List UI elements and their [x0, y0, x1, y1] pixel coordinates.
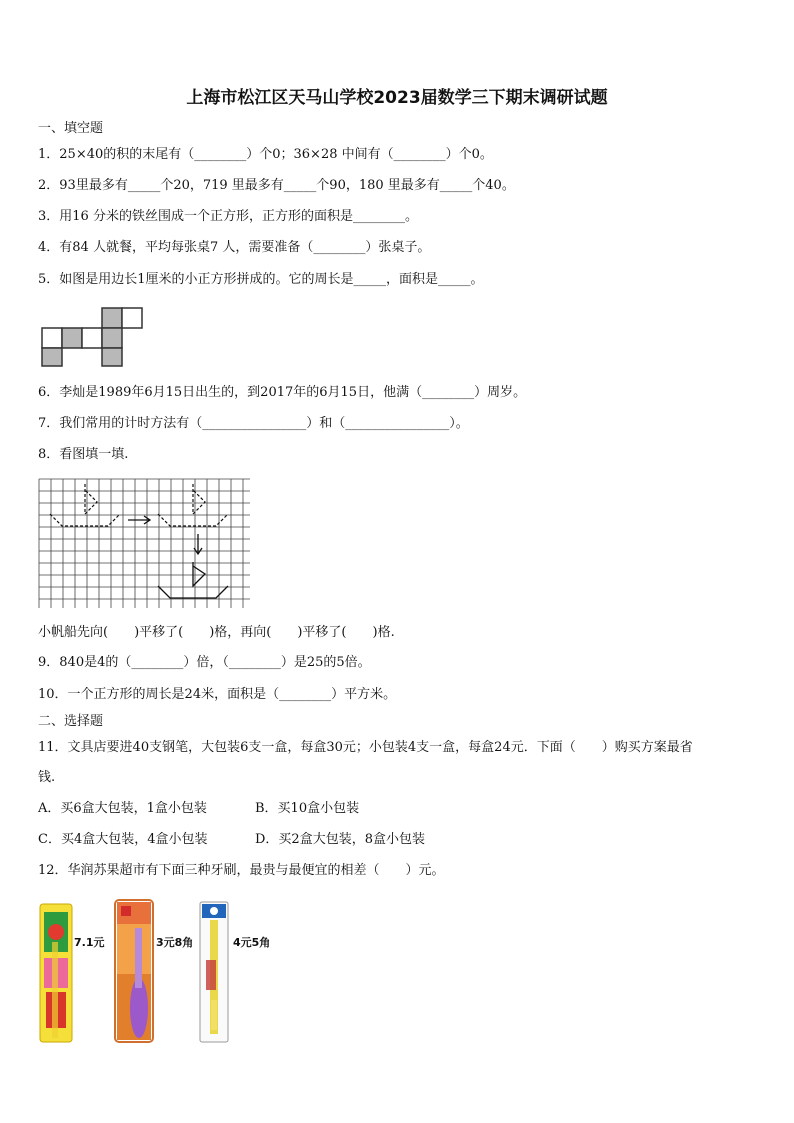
sailboat-original-hull	[50, 514, 120, 526]
question-10: 10．一个正方形的周长是24米，面积是（________）平方米。	[38, 687, 397, 702]
section-heading-choice: 二、选择题	[38, 714, 104, 729]
figure-square	[42, 328, 62, 348]
figure-square	[62, 328, 82, 348]
price-label-3: 4元5角	[233, 936, 271, 949]
option-b: B．买10盒小包装	[255, 801, 360, 816]
question-11-continued: 钱.	[38, 770, 56, 785]
question-4: 4．有84 人就餐，平均每张桌7 人，需要准备（________）张桌子。	[38, 240, 431, 255]
figure-square	[102, 308, 122, 328]
question-7: 7．我们常用的计时方法有（________________）和（________________）。	[38, 416, 469, 431]
sailboat-moved-hull	[158, 514, 228, 526]
figure-square	[82, 328, 102, 348]
option-d: D．买2盒大包装，8盒小包装	[255, 832, 425, 847]
toothbrush-2-image	[113, 898, 155, 1044]
question-12: 12．华润苏果超市有下面三种牙刷，最贵与最便宜的相差（ ）元。	[38, 863, 445, 878]
section-heading-fill-blank: 一、填空题	[38, 121, 104, 136]
question-8: 8．看图填一填.	[38, 447, 129, 462]
toothbrush-1-image	[38, 902, 74, 1044]
figure-square	[102, 348, 122, 366]
question-11: 11．文具店要进40支钢笔，大包装6支一盒，每盒30元；小包装4支一盒，每盒24元．下面（ ）购买方案最省	[38, 740, 693, 755]
square-shape-figure	[38, 306, 144, 368]
question-1: 1．25×40的积的末尾有（________）个0；36×28 中间有（________）个0。	[38, 147, 493, 162]
figure-square	[122, 308, 142, 328]
figure-square	[102, 328, 122, 348]
question-3: 3．用16 分米的铁丝围成一个正方形，正方形的面积是________。	[38, 209, 418, 224]
question-9: 9．840是4的（________）倍，（________）是25的5倍。	[38, 655, 371, 670]
question-8-answer-line: 小帆船先向( )平移了( )格，再向( )平移了( )格.	[38, 625, 395, 640]
toothbrush-3-image	[198, 900, 230, 1044]
question-5: 5．如图是用边长1厘米的小正方形拼成的。它的周长是_____，面积是_____。	[38, 272, 484, 287]
price-label-1: 7.1元	[74, 936, 105, 949]
figure-square	[42, 348, 62, 366]
option-c: C．买4盒大包装，4盒小包装	[38, 832, 208, 847]
sailboat-final-hull	[158, 586, 228, 598]
question-2: 2．93里最多有_____个20，719 里最多有_____个90，180 里最多有_____个40。	[38, 178, 515, 193]
price-label-2: 3元8角	[156, 936, 194, 949]
page-title: 上海市松江区天马山学校2023届数学三下期末调研试题	[186, 88, 608, 108]
question-6: 6．李灿是1989年6月15日出生的，到2017年的6月15日，他满（________）周岁。	[38, 385, 527, 400]
option-a: A．买6盒大包装，1盒小包装	[38, 801, 207, 816]
sailboat-grid-figure	[38, 478, 252, 610]
